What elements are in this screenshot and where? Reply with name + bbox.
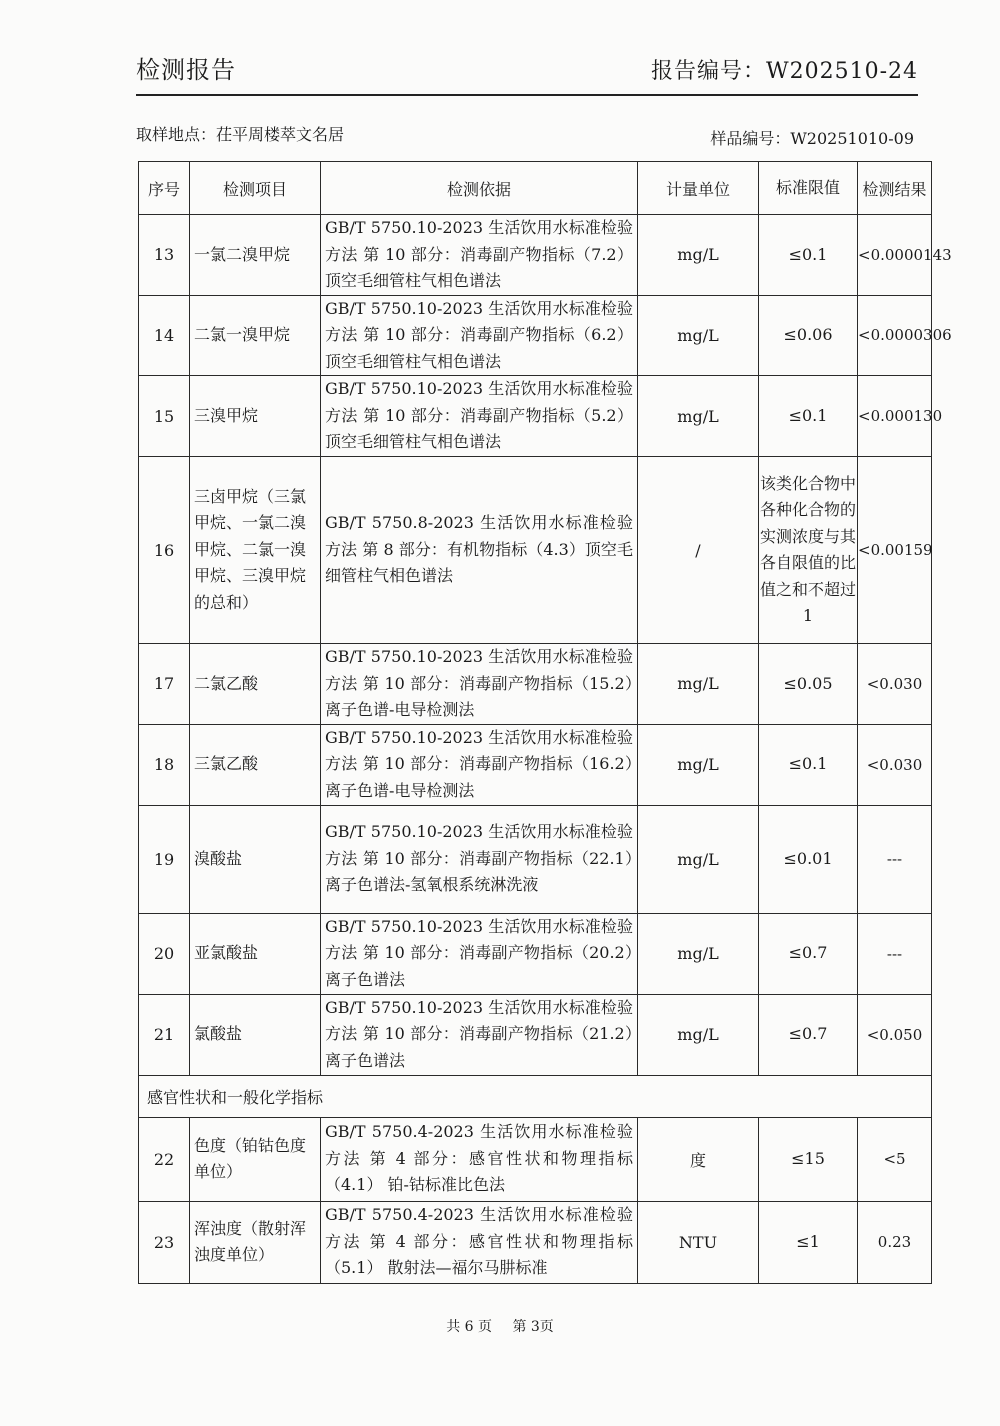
table-row xyxy=(139,1201,932,1283)
cell-result: <0.00159 xyxy=(858,457,932,644)
report-number xyxy=(651,54,918,85)
cell-unit: mg/L xyxy=(638,644,759,725)
cell-limit: ≤0.01 xyxy=(759,805,858,913)
cell-item: 三氯乙酸 xyxy=(190,724,321,805)
cell-basis: GB/T 5750.10-2023 生活饮用水标准检验方法 第 10 部分：消毒副产物指标（20.2）离子色谱法 xyxy=(321,913,638,994)
sampling-location-value: 茌平周楼萃文名居 xyxy=(216,125,345,144)
cell-unit: 度 xyxy=(638,1117,759,1201)
cell-basis: GB/T 5750.10-2023 生活饮用水标准检验方法 第 10 部分：消毒副产物指标（5.2）顶空毛细管柱气相色谱法 xyxy=(321,376,638,457)
cell-result: --- xyxy=(858,913,932,994)
cell-basis: GB/T 5750.4-2023 生活饮用水标准检验方法 第 4 部分：感官性状和物理指标（4.1） 铂-钴标准比色法 xyxy=(321,1117,638,1201)
col-header-basis: 检测依据 xyxy=(321,162,638,215)
cell-seq: 22 xyxy=(139,1117,190,1201)
cell-seq: 13 xyxy=(139,215,190,296)
sample-number-value: W20251010-09 xyxy=(790,129,914,148)
cell-item: 二氯乙酸 xyxy=(190,644,321,725)
cell-basis: GB/T 5750.8-2023 生活饮用水标准检验方法 第 8 部分：有机物指标（4.3）顶空毛细管柱气相色谱法 xyxy=(321,457,638,644)
cell-item: 氯酸盐 xyxy=(190,994,321,1075)
table-row xyxy=(139,376,932,457)
section-row xyxy=(139,1075,932,1117)
cell-result: <0.0000143 xyxy=(858,215,932,296)
col-header-result: 检测结果 xyxy=(858,162,932,215)
header-rule xyxy=(136,94,918,96)
page-current: 第 3页 xyxy=(512,1319,554,1335)
cell-result: --- xyxy=(858,805,932,913)
sample-number-label: 样品编号： xyxy=(710,129,791,148)
table-row xyxy=(139,215,932,296)
page-total: 共 6 页 xyxy=(446,1319,492,1335)
cell-result: <0.000130 xyxy=(858,376,932,457)
cell-item: 二氯一溴甲烷 xyxy=(190,295,321,376)
table-row xyxy=(139,1117,932,1201)
cell-limit: ≤15 xyxy=(759,1117,858,1201)
cell-seq: 18 xyxy=(139,724,190,805)
cell-item: 三溴甲烷 xyxy=(190,376,321,457)
test-results-table xyxy=(138,161,952,1284)
cell-unit: mg/L xyxy=(638,724,759,805)
table-row xyxy=(139,644,932,725)
table-header-row xyxy=(139,162,932,215)
cell-limit: ≤0.05 xyxy=(759,644,858,725)
cell-basis: GB/T 5750.10-2023 生活饮用水标准检验方法 第 10 部分：消毒副产物指标（22.1）离子色谱法-氢氧根系统淋洗液 xyxy=(321,805,638,913)
cell-basis: GB/T 5750.10-2023 生活饮用水标准检验方法 第 10 部分：消毒副产物指标（7.2）顶空毛细管柱气相色谱法 xyxy=(321,215,638,296)
cell-limit: ≤0.1 xyxy=(759,376,858,457)
section-title: 感官性状和一般化学指标 xyxy=(139,1075,932,1117)
cell-seq: 15 xyxy=(139,376,190,457)
cell-unit: / xyxy=(638,457,759,644)
cell-seq: 14 xyxy=(139,295,190,376)
cell-seq: 17 xyxy=(139,644,190,725)
cell-result: <0.050 xyxy=(858,994,932,1075)
sample-number xyxy=(710,126,914,149)
cell-limit: ≤0.1 xyxy=(759,724,858,805)
cell-limit: ≤1 xyxy=(759,1201,858,1283)
col-header-item: 检测项目 xyxy=(190,162,321,215)
cell-seq: 19 xyxy=(139,805,190,913)
cell-unit: mg/L xyxy=(638,994,759,1075)
cell-unit: NTU xyxy=(638,1201,759,1283)
cell-result: 0.23 xyxy=(858,1201,932,1283)
table-row xyxy=(139,994,932,1075)
report-number-label: 报告编号： xyxy=(650,59,766,84)
cell-unit: mg/L xyxy=(638,805,759,913)
cell-limit: ≤0.06 xyxy=(759,295,858,376)
cell-item: 色度（铂钴色度单位） xyxy=(190,1117,321,1201)
cell-result: <0.0000306 xyxy=(858,295,932,376)
cell-item: 溴酸盐 xyxy=(190,805,321,913)
table-body-b xyxy=(139,1117,932,1283)
cell-item: 三卤甲烷（三氯甲烷、一氯二溴甲烷、二氯一溴甲烷、三溴甲烷的总和） xyxy=(190,457,321,644)
table-row xyxy=(139,295,932,376)
table-row xyxy=(139,724,932,805)
cell-unit: mg/L xyxy=(638,376,759,457)
cell-item: 亚氯酸盐 xyxy=(190,913,321,994)
cell-basis: GB/T 5750.10-2023 生活饮用水标准检验方法 第 10 部分：消毒副产物指标（16.2）离子色谱-电导检测法 xyxy=(321,724,638,805)
page-footer xyxy=(0,1316,1000,1336)
report-number-value: W202510-24 xyxy=(765,59,918,84)
cell-unit: mg/L xyxy=(638,913,759,994)
col-header-unit: 计量单位 xyxy=(638,162,759,215)
col-header-seq: 序号 xyxy=(139,162,190,215)
cell-basis: GB/T 5750.10-2023 生活饮用水标准检验方法 第 10 部分：消毒副产物指标（15.2）离子色谱-电导检测法 xyxy=(321,644,638,725)
report-title: 检测报告 xyxy=(136,56,236,84)
cell-basis: GB/T 5750.10-2023 生活饮用水标准检验方法 第 10 部分：消毒副产物指标（21.2）离子色谱法 xyxy=(321,994,638,1075)
cell-item: 一氯二溴甲烷 xyxy=(190,215,321,296)
cell-result: <0.030 xyxy=(858,644,932,725)
table-row xyxy=(139,457,932,644)
cell-limit: ≤0.7 xyxy=(759,994,858,1075)
table-section xyxy=(139,1075,932,1117)
cell-result: <0.030 xyxy=(858,724,932,805)
table-body-a xyxy=(139,215,952,1076)
cell-unit: mg/L xyxy=(638,295,759,376)
cell-seq: 16 xyxy=(139,457,190,644)
cell-basis: GB/T 5750.4-2023 生活饮用水标准检验方法 第 4 部分：感官性状和物理指标（5.1） 散射法—福尔马肼标准 xyxy=(321,1201,638,1283)
cell-limit: ≤0.1 xyxy=(759,215,858,296)
cell-seq: 20 xyxy=(139,913,190,994)
sampling-location xyxy=(136,122,344,145)
table-row xyxy=(139,805,932,913)
sampling-location-label: 取样地点： xyxy=(136,125,217,144)
cell-unit: mg/L xyxy=(638,215,759,296)
cell-result: <5 xyxy=(858,1117,932,1201)
col-header-limit: 标准限值 xyxy=(759,162,858,215)
cell-limit: ≤0.7 xyxy=(759,913,858,994)
cell-seq: 23 xyxy=(139,1201,190,1283)
cell-basis: GB/T 5750.10-2023 生活饮用水标准检验方法 第 10 部分：消毒副产物指标（6.2）顶空毛细管柱气相色谱法 xyxy=(321,295,638,376)
table-row xyxy=(139,913,932,994)
cell-item: 浑浊度（散射浑浊度单位） xyxy=(190,1201,321,1283)
cell-seq: 21 xyxy=(139,994,190,1075)
cell-limit: 该类化合物中各种化合物的实测浓度与其各自限值的比值之和不超过 1 xyxy=(759,457,858,644)
